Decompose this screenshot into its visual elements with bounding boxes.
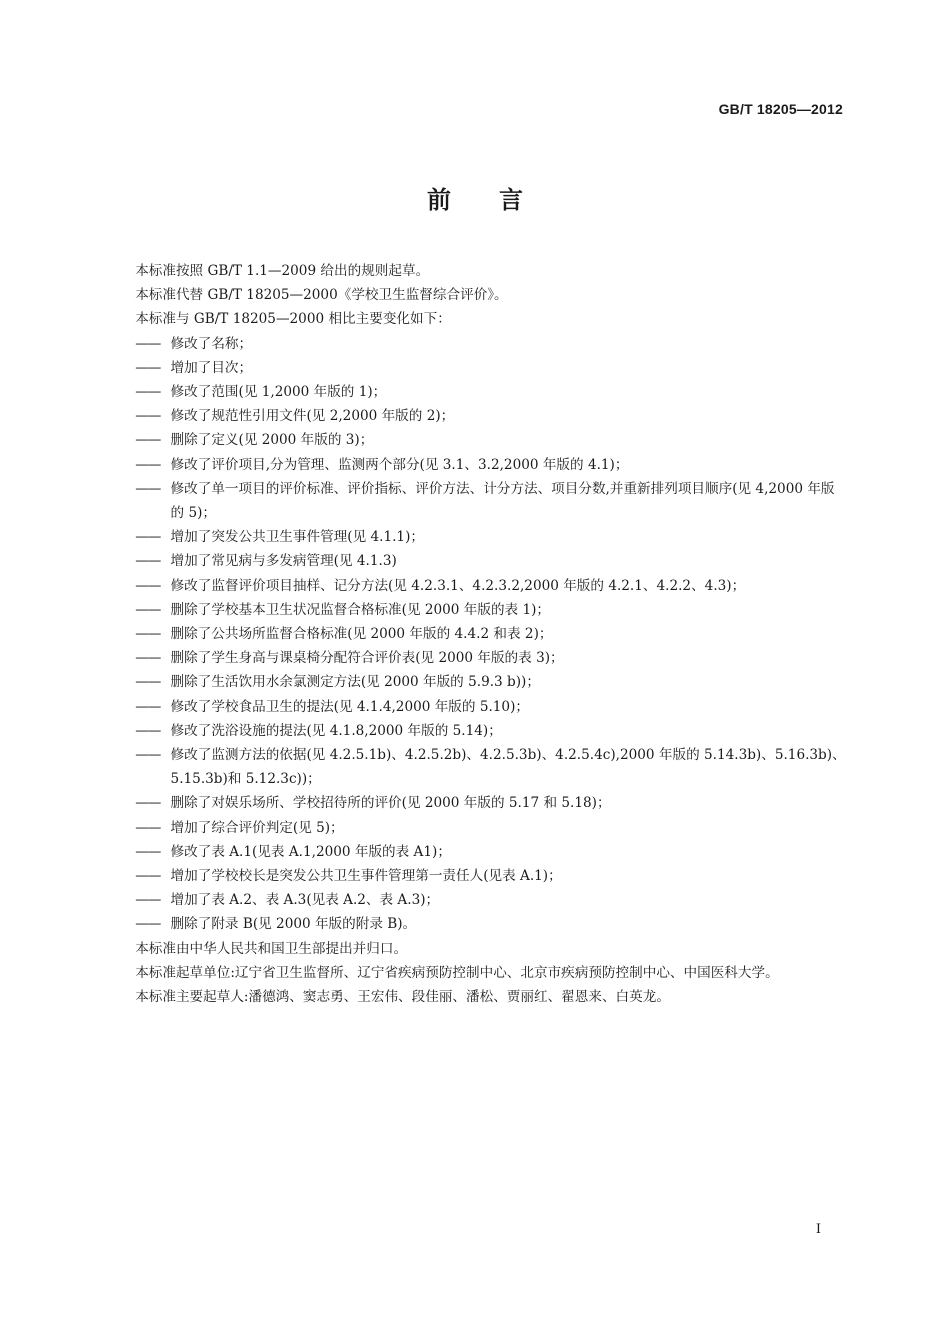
change-text: 修改了范围(见 1,2000 年版的 1)； xyxy=(170,384,387,401)
change-text: 删除了生活饮用水余氯测定方法(见 2000 年版的 5.9.3 b))； xyxy=(170,674,540,691)
dash-marker: —— xyxy=(135,577,161,594)
change-text: 修改了学校食品卫生的提法(见 4.1.4,2000 年版的 5.10)； xyxy=(170,698,529,715)
change-text: 修改了洗浴设施的提法(见 4.1.8,2000 年版的 5.14)； xyxy=(170,722,502,739)
dash-marker: —— xyxy=(135,335,161,352)
change-item xyxy=(108,816,848,840)
change-text: 删除了对娱乐场所、学校招待所的评价(见 2000 年版的 5.17 和 5.18)； xyxy=(170,795,611,812)
dash-marker: —— xyxy=(135,722,161,739)
dash-marker: —— xyxy=(135,384,161,401)
intro-paragraph: 本标准代替 GB/T 18205—2000《学校卫生监督综合评价》。 xyxy=(135,287,508,304)
dash-marker: —— xyxy=(135,698,161,715)
change-text: 修改了评价项目,分为管理、监测两个部分(见 3.1、3.2,2000 年版的 4.1)； xyxy=(170,456,629,473)
change-text: 删除了附录 B(见 2000 年版的附录 B)。 xyxy=(170,916,417,933)
closing-paragraph: 本标准由中华人民共和国卫生部提出并归口。 xyxy=(135,940,408,957)
intro-paragraph: 本标准与 GB/T 18205—2000 相比主要变化如下： xyxy=(135,311,451,328)
dash-marker: —— xyxy=(135,674,161,691)
change-item xyxy=(108,912,848,936)
change-item xyxy=(108,840,848,864)
dash-marker: —— xyxy=(135,456,161,473)
dash-marker: —— xyxy=(135,892,161,909)
change-item xyxy=(108,719,848,743)
change-item xyxy=(108,864,848,888)
change-item xyxy=(108,670,848,694)
change-list xyxy=(108,332,848,937)
change-text: 删除了公共场所监督合格标准(见 2000 年版的 4.4.2 和表 2)； xyxy=(170,626,553,643)
dash-marker: —— xyxy=(135,432,161,449)
change-item xyxy=(108,574,848,598)
change-text: 增加了突发公共卫生事件管理(见 4.1.1)； xyxy=(170,529,424,546)
change-text: 删除了学生身高与课桌椅分配符合评价表(见 2000 年版的表 3)； xyxy=(170,650,564,667)
change-item xyxy=(108,598,848,622)
change-text: 修改了规范性引用文件(见 2,2000 年版的 2)； xyxy=(170,408,455,425)
change-item xyxy=(108,646,848,670)
dash-marker: —— xyxy=(135,843,161,860)
dash-marker: —— xyxy=(135,650,161,667)
intro-paragraph: 本标准按照 GB/T 1.1—2009 给出的规则起草。 xyxy=(135,263,430,279)
change-text: 修改了单一项目的评价标准、评价指标、评价方法、计分方法、项目分数,并重新排列项目顺序(见 4,2000 年版的 5)； xyxy=(170,480,835,522)
change-item xyxy=(108,622,848,646)
closing-paragraph: 本标准主要起草人:潘德鸿、窦志勇、王宏伟、段佳丽、潘松、贾丽红、翟恩来、白英龙。 xyxy=(135,989,670,1006)
dash-marker: —— xyxy=(135,747,161,764)
change-item xyxy=(108,549,848,573)
change-text: 修改了监测方法的依据(见 4.2.5.1b)、4.2.5.2b)、4.2.5.3b)、4.2.5.4c),2000 年版的 5.14.3b)、5.16.3b)、5.15.3b)和 5.12.3c))； xyxy=(170,747,846,788)
closing-paragraph: 本标准起草单位:辽宁省卫生监督所、辽宁省疾病预防控制中心、北京市疾病预防控制中心、中国医科大学。 xyxy=(135,964,779,981)
change-text: 修改了监督评价项目抽样、记分方法(见 4.2.3.1、4.2.3.2,2000 年版的 4.2.1、4.2.2、4.3)； xyxy=(170,577,746,594)
dash-marker: —— xyxy=(135,916,161,933)
change-text: 修改了表 A.1(见表 A.1,2000 年版的表 A1)； xyxy=(170,843,451,860)
change-text: 增加了常见病与多发病管理(见 4.1.3) xyxy=(170,553,397,570)
change-item xyxy=(108,380,848,404)
change-item xyxy=(108,888,848,912)
dash-marker: —— xyxy=(135,819,161,836)
change-text: 删除了学校基本卫生状况监督合格标准(见 2000 年版的表 1)； xyxy=(170,601,551,618)
change-item xyxy=(108,695,848,719)
change-text: 修改了名称； xyxy=(170,335,253,352)
page-title: 前言 xyxy=(427,186,571,214)
dash-marker: —— xyxy=(135,626,161,643)
dash-marker: —— xyxy=(135,408,161,425)
change-text: 删除了定义(见 2000 年版的 3)； xyxy=(170,432,374,449)
change-text: 增加了综合评价判定(见 5)； xyxy=(170,819,344,836)
change-item xyxy=(108,453,848,477)
dash-marker: —— xyxy=(135,480,161,497)
change-item xyxy=(108,743,848,791)
change-text: 增加了表 A.2、表 A.3(见表 A.2、表 A.3)； xyxy=(170,892,440,909)
dash-marker: —— xyxy=(135,868,161,885)
standard-number: GB/T 18205—2012 xyxy=(718,101,843,117)
dash-marker: —— xyxy=(135,529,161,546)
page-number: I xyxy=(815,1222,821,1237)
dash-marker: —— xyxy=(135,601,161,618)
change-item xyxy=(108,332,848,356)
change-text: 增加了学校校长是突发公共卫生事件管理第一责任人(见表 A.1)； xyxy=(170,868,562,885)
change-item xyxy=(108,356,848,380)
dash-marker: —— xyxy=(135,553,161,570)
change-text: 增加了目次； xyxy=(170,359,253,376)
change-item xyxy=(108,791,848,815)
change-item xyxy=(108,525,848,549)
dash-marker: —— xyxy=(135,359,161,376)
change-item xyxy=(108,404,848,428)
change-item xyxy=(108,477,848,525)
dash-marker: —— xyxy=(135,795,161,812)
foreword-body xyxy=(108,259,848,1009)
change-item xyxy=(108,428,848,452)
